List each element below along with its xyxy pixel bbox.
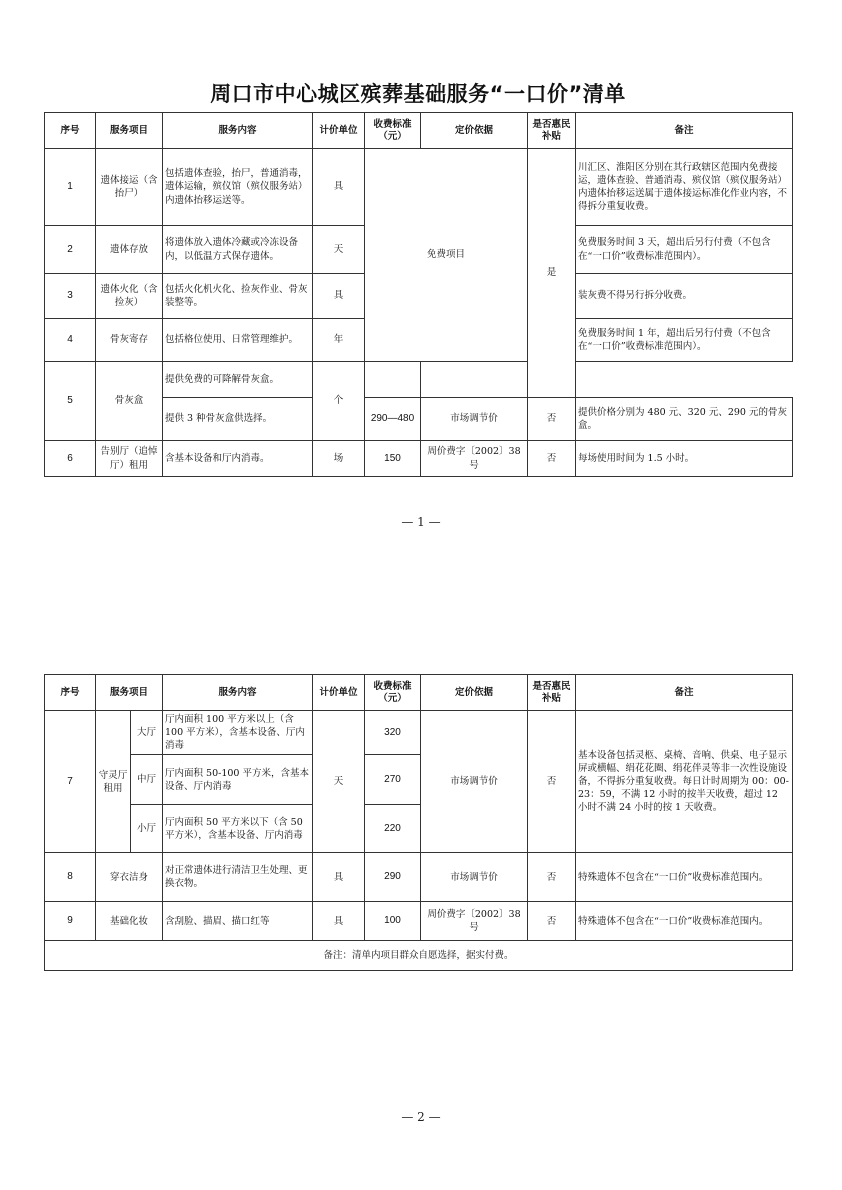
header-price: 收费标准（元） [365, 675, 421, 711]
row-basis: 市场调节价 [421, 711, 528, 853]
row-item: 遗体接运（含抬尸） [96, 149, 163, 226]
row-item: 遗体存放 [96, 226, 163, 274]
header-item: 服务项目 [96, 675, 163, 711]
row-price: 290 [365, 853, 421, 902]
page-number: — 1 — [401, 515, 441, 529]
row-subsidy: 否 [528, 398, 576, 441]
row-unit: 场 [313, 441, 365, 477]
free-items-cell: 免费项目 [365, 149, 528, 362]
header-unit: 计价单位 [313, 675, 365, 711]
row-remark: 基本设备包括灵柩、桌椅、音响、供桌、电子显示屏或横幅、绢花花圈、绢花伴灵等非一次性设施设备，不得拆分重复收费。每日计时周期为 00：00-23：59，不满 12 小时的按半天收费，超过 12 小时不满 24 小时的按 1 天收费。 [576, 711, 793, 853]
row-subsidy: 否 [528, 711, 576, 853]
row-content: 厅内面积 50-100 平方米，含基本设备、厅内消毒 [163, 755, 313, 805]
row-subitem: 大厅 [131, 711, 163, 755]
row-seq: 8 [45, 853, 96, 902]
row-unit: 具 [313, 149, 365, 226]
table-row [45, 149, 793, 226]
page-title: 周口市中心城区殡葬基础服务“一口价”清单 [210, 82, 626, 106]
row-item: 守灵厅租用 [96, 711, 131, 853]
row-unit: 具 [313, 902, 365, 941]
row-content: 厅内面积 50 平方米以下（含 50 平方米），含基本设备、厅内消毒 [163, 805, 313, 853]
header-content: 服务内容 [163, 113, 313, 149]
row-item: 遗体火化（含捡灰） [96, 274, 163, 319]
row-basis: 周价费字〔2002〕38 号 [421, 902, 528, 941]
row-seq: 4 [45, 319, 96, 362]
row-unit: 天 [313, 226, 365, 274]
header-remark: 备注 [576, 675, 793, 711]
row-unit: 具 [313, 274, 365, 319]
row-price: 270 [365, 755, 421, 805]
row-basis: 市场调节价 [421, 853, 528, 902]
price-table-1 [44, 112, 793, 477]
row-seq: 9 [45, 902, 96, 941]
row-remark: 装灰费不得另行拆分收费。 [576, 274, 793, 319]
row-content: 厅内面积 100 平方米以上（含 100 平方米），含基本设备、厅内消毒 [163, 711, 313, 755]
table-header-row [45, 675, 793, 711]
row-subsidy: 否 [528, 853, 576, 902]
table-row [45, 902, 793, 941]
header-basis: 定价依据 [421, 113, 528, 149]
row-item: 骨灰盒 [96, 362, 163, 441]
header-subsidy: 是否惠民补贴 [528, 675, 576, 711]
row-remark: 免费服务时间 1 年，超出后另行付费（不包含在“一口价”收费标准范围内）。 [576, 319, 793, 362]
row-remark: 免费服务时间 3 天，超出后另行付费（不包含在“一口价”收费标准范围内）。 [576, 226, 793, 274]
header-price: 收费标准（元） [365, 113, 421, 149]
row-item: 基础化妆 [96, 902, 163, 941]
row-content: 包括格位使用、日常管理维护。 [163, 319, 313, 362]
row-item: 骨灰寄存 [96, 319, 163, 362]
header-content: 服务内容 [163, 675, 313, 711]
row-content: 包括火化机火化、捡灰作业、骨灰装整等。 [163, 274, 313, 319]
row-seq: 6 [45, 441, 96, 477]
row-item: 穿衣洁身 [96, 853, 163, 902]
row-price: 220 [365, 805, 421, 853]
free-subsidy-cell: 是 [528, 149, 576, 398]
row-remark: 每场使用时间为 1.5 小时。 [576, 441, 793, 477]
row-content: 将遗体放入遗体冷藏或冷冻设备内，以低温方式保存遗体。 [163, 226, 313, 274]
row-unit: 天 [313, 711, 365, 853]
row-remark: 提供价格分别为 480 元、320 元、290 元的骨灰盒。 [576, 398, 793, 441]
row-unit: 个 [313, 362, 365, 441]
row-content: 提供免费的可降解骨灰盒。 [163, 362, 313, 398]
row-remark: 特殊遗体不包含在“一口价”收费标准范围内。 [576, 902, 793, 941]
table-row [45, 853, 793, 902]
row-content: 提供 3 种骨灰盒供选择。 [163, 398, 313, 441]
table-row [45, 711, 793, 755]
row-subitem: 小厅 [131, 805, 163, 853]
row-seq: 1 [45, 149, 96, 226]
row-content: 对正常遗体进行清洁卫生处理、更换衣物。 [163, 853, 313, 902]
header-subsidy: 是否惠民补贴 [528, 113, 576, 149]
header-basis: 定价依据 [421, 675, 528, 711]
header-seq: 序号 [45, 113, 96, 149]
row-price: 150 [365, 441, 421, 477]
header-remark: 备注 [576, 113, 793, 149]
row-basis: 市场调节价 [421, 398, 528, 441]
row-remark: 川汇区、淮阳区分别在其行政辖区范围内免费接运，遗体查验、普通消毒、殡仪馆（殡仪服务站）内遗体抬移运送属于遗体接运标准化作业内容，不得拆分重复收费。 [576, 149, 793, 226]
table-row [45, 441, 793, 477]
header-unit: 计价单位 [313, 113, 365, 149]
row-remark: 特殊遗体不包含在“一口价”收费标准范围内。 [576, 853, 793, 902]
header-seq: 序号 [45, 675, 96, 711]
page-number: — 2 — [401, 1110, 441, 1124]
table-row [45, 362, 793, 398]
row-seq: 7 [45, 711, 96, 853]
row-unit: 年 [313, 319, 365, 362]
row-subitem: 中厅 [131, 755, 163, 805]
row-content: 含基本设备和厅内消毒。 [163, 441, 313, 477]
table-note: 备注：清单内项目群众自愿选择，据实付费。 [45, 941, 793, 971]
row-content: 含刮脸、描眉、描口红等 [163, 902, 313, 941]
header-item: 服务项目 [96, 113, 163, 149]
row-remark-empty [365, 362, 421, 398]
row-subsidy: 否 [528, 902, 576, 941]
price-table-2 [44, 674, 793, 971]
row-content: 包括遗体查验，抬尸，普通消毒，遗体运输，殡仪馆（殡仪服务站）内遗体抬移运送等。 [163, 149, 313, 226]
table-note-row [45, 941, 793, 971]
row-basis: 周价费字〔2002〕38 号 [421, 441, 528, 477]
row-seq: 2 [45, 226, 96, 274]
row-unit: 具 [313, 853, 365, 902]
row-price: 290—480 [365, 398, 421, 441]
row-subsidy: 否 [528, 441, 576, 477]
row-seq: 3 [45, 274, 96, 319]
row-price: 320 [365, 711, 421, 755]
row-item: 告别厅（追悼厅）租用 [96, 441, 163, 477]
row-price: 100 [365, 902, 421, 941]
row-seq: 5 [45, 362, 96, 441]
table-header-row [45, 113, 793, 149]
